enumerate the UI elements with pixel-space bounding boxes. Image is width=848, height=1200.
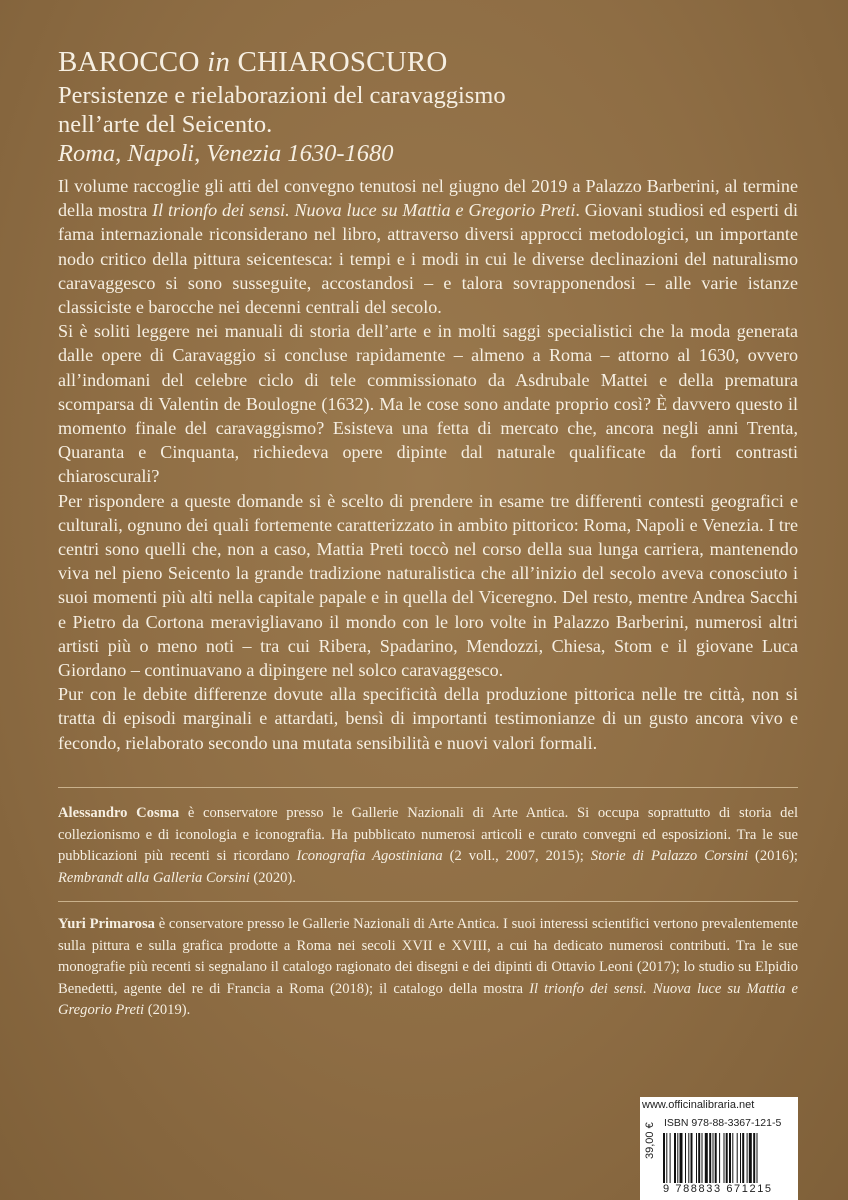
barcode-icon [663, 1133, 793, 1183]
bio1-text-d: (2020). [249, 869, 296, 886]
bio1-work-2: Storie di Palazzo Corsini [590, 848, 749, 864]
book-title [58, 46, 798, 79]
bio1-work-3: Rembrandt alla Galleria Corsini [58, 869, 250, 886]
divider-top [58, 787, 798, 788]
bio1-text-a: è conservatore presso le Gallerie Nazionali di Arte Antica. Si occupa soprattutto di storia del collezionismo e di iconologia e iconografia. Ha pubblicato numerosi articoli e curato convegni ed esposizioni. Tra le sue pubblicazioni più recenti si ricordano [58, 805, 799, 864]
description-paragraph-4: Pur con le debite differenze dovute alla specificità della produzione pittorica nelle tre città, non si tratta di episodi marginali e attardati, bensì di importanti testimonianze di un gusto ancora vivo e fecondo, rielaborato secondo una mutata sensibilità e nuovi valori formali. [58, 684, 798, 753]
isbn-text: ISBN 978-88-3367-121-5 [664, 1117, 782, 1129]
author-name-cosma: Alessandro Cosma [58, 805, 180, 821]
p1-exhibition-title: Il trionfo dei sensi. Nuova luce su Mattia e Gregorio Preti [152, 200, 576, 221]
description-paragraph-1 [58, 174, 798, 319]
author-name-primarosa: Yuri Primarosa [58, 916, 155, 932]
subtitle-line2: nell’arte del Seicento. [58, 111, 273, 138]
p1-text-a: Il volume raccoglie gli atti del convegno tenutosi nel giugno del 2019 a Palazzo Barberini, al termine della mostra [58, 176, 798, 221]
bio1-text-b: (2 voll., 2007, 2015); [442, 848, 591, 864]
publisher-website: www.officinalibraria.net [642, 1099, 755, 1111]
divider-middle [58, 901, 798, 902]
title-part2: CHIAROSCURO [230, 46, 448, 78]
barcode-label [640, 1097, 798, 1200]
bio2-text-a: è conservatore presso le Gallerie Nazionali di Arte Antica. I suoi interessi scientifici vertono prevalentemente sulla pittura e sulla grafica prodotte a Roma nei secoli XVII e XVIII, a cui ha dedicato numerosi contributi. Tra le sue monografie più recenti si segnalano il catalogo ragionato dei disegni e dei dipinti di Ottavio Leoni (2017); lo studio su Elpidio Benedetti, agente del re di Francia a Roma (2018); il catalogo della mostra [58, 916, 799, 997]
subtitle-line1: Persistenze e rielaborazioni del caravaggismo [58, 82, 506, 109]
author-bio-cosma [58, 803, 798, 889]
bio1-work-1: Iconografia Agostiniana [296, 848, 443, 864]
bio1-text-c: (2016); [748, 848, 798, 864]
description-paragraph-3: Per rispondere a queste domande si è scelto di prendere in esame tre differenti contesti geografici e culturali, ognuno dei quali fortemente caratterizzato in ambito pittorico: Roma, Napoli e Venezia. I tre centri sono quelli che, non a caso, Mattia Preti toccò nel corso della sua lunga carriera, mantenendo viva nel pieno Seicento la grande tradizione naturalistica che all’inizio del secolo aveva conosciuto i suoi momenti più alti nella capitale papale e in quella del Viceregno. Del resto, mentre Andrea Sacchi e Pietro da Cortona meravigliavano il mondo con le loro volte in Palazzo Barberini, numerosi altri artisti più o meno noti – tra cui Ribera, Spadarino, Mendozzi, Chiesa, Stom e il giovane Luca Giordano – continuavano a dipingere nel solco caravaggesco. [58, 490, 798, 681]
title-italic: in [207, 46, 231, 78]
title-block [58, 46, 798, 168]
book-description [58, 174, 798, 755]
p1-text-b: . Giovani studiosi ed esperti di fama internazionale riconsiderano nel libro, attraverso diversi approcci metodologici, un importante nodo critico della pittura seicentesca: i tempi e i modi in cui le diverse declinazioni del naturalismo caravaggesco si sono susseguite, accostandosi – e talora sovrapponendosi – alle varie istanze classiciste e barocche nei decenni centrali del secolo. [58, 200, 798, 318]
author-bio-primarosa [58, 914, 798, 1022]
book-subtitle [58, 81, 798, 139]
price-text: 39,00 € [644, 1122, 656, 1159]
bio2-text-b: (2019). [144, 1002, 191, 1018]
bio2-work-1: Il trionfo dei sensi. Nuova luce su Mattia e Gregorio Preti [58, 980, 798, 1018]
title-part1: BAROCCO [58, 46, 208, 78]
subtitle-places-dates: Roma, Napoli, Venezia 1630-1680 [58, 140, 394, 167]
description-paragraph-2: Si è soliti leggere nei manuali di storia dell’arte e in molti saggi specialistici che la moda generata dalle opere di Caravaggio si concluse rapidamente – almeno a Roma – attorno al 1630, ovvero all’indomani del celebre ciclo di tele commissionato da Asdrubale Mattei e della prematura scomparsa di Valentin de Boulogne (1632). Ma le cose sono andate proprio così? È davvero questo il momento finale del caravaggismo? Esisteva una fetta di mercato che, ancora negli anni Trenta, Quaranta e Cinquanta, richiedeva opere dipinte dal naturale qualificate da forti contrasti chiaroscurali? [58, 321, 798, 487]
barcode-number: 9 788833 671215 [663, 1183, 773, 1195]
